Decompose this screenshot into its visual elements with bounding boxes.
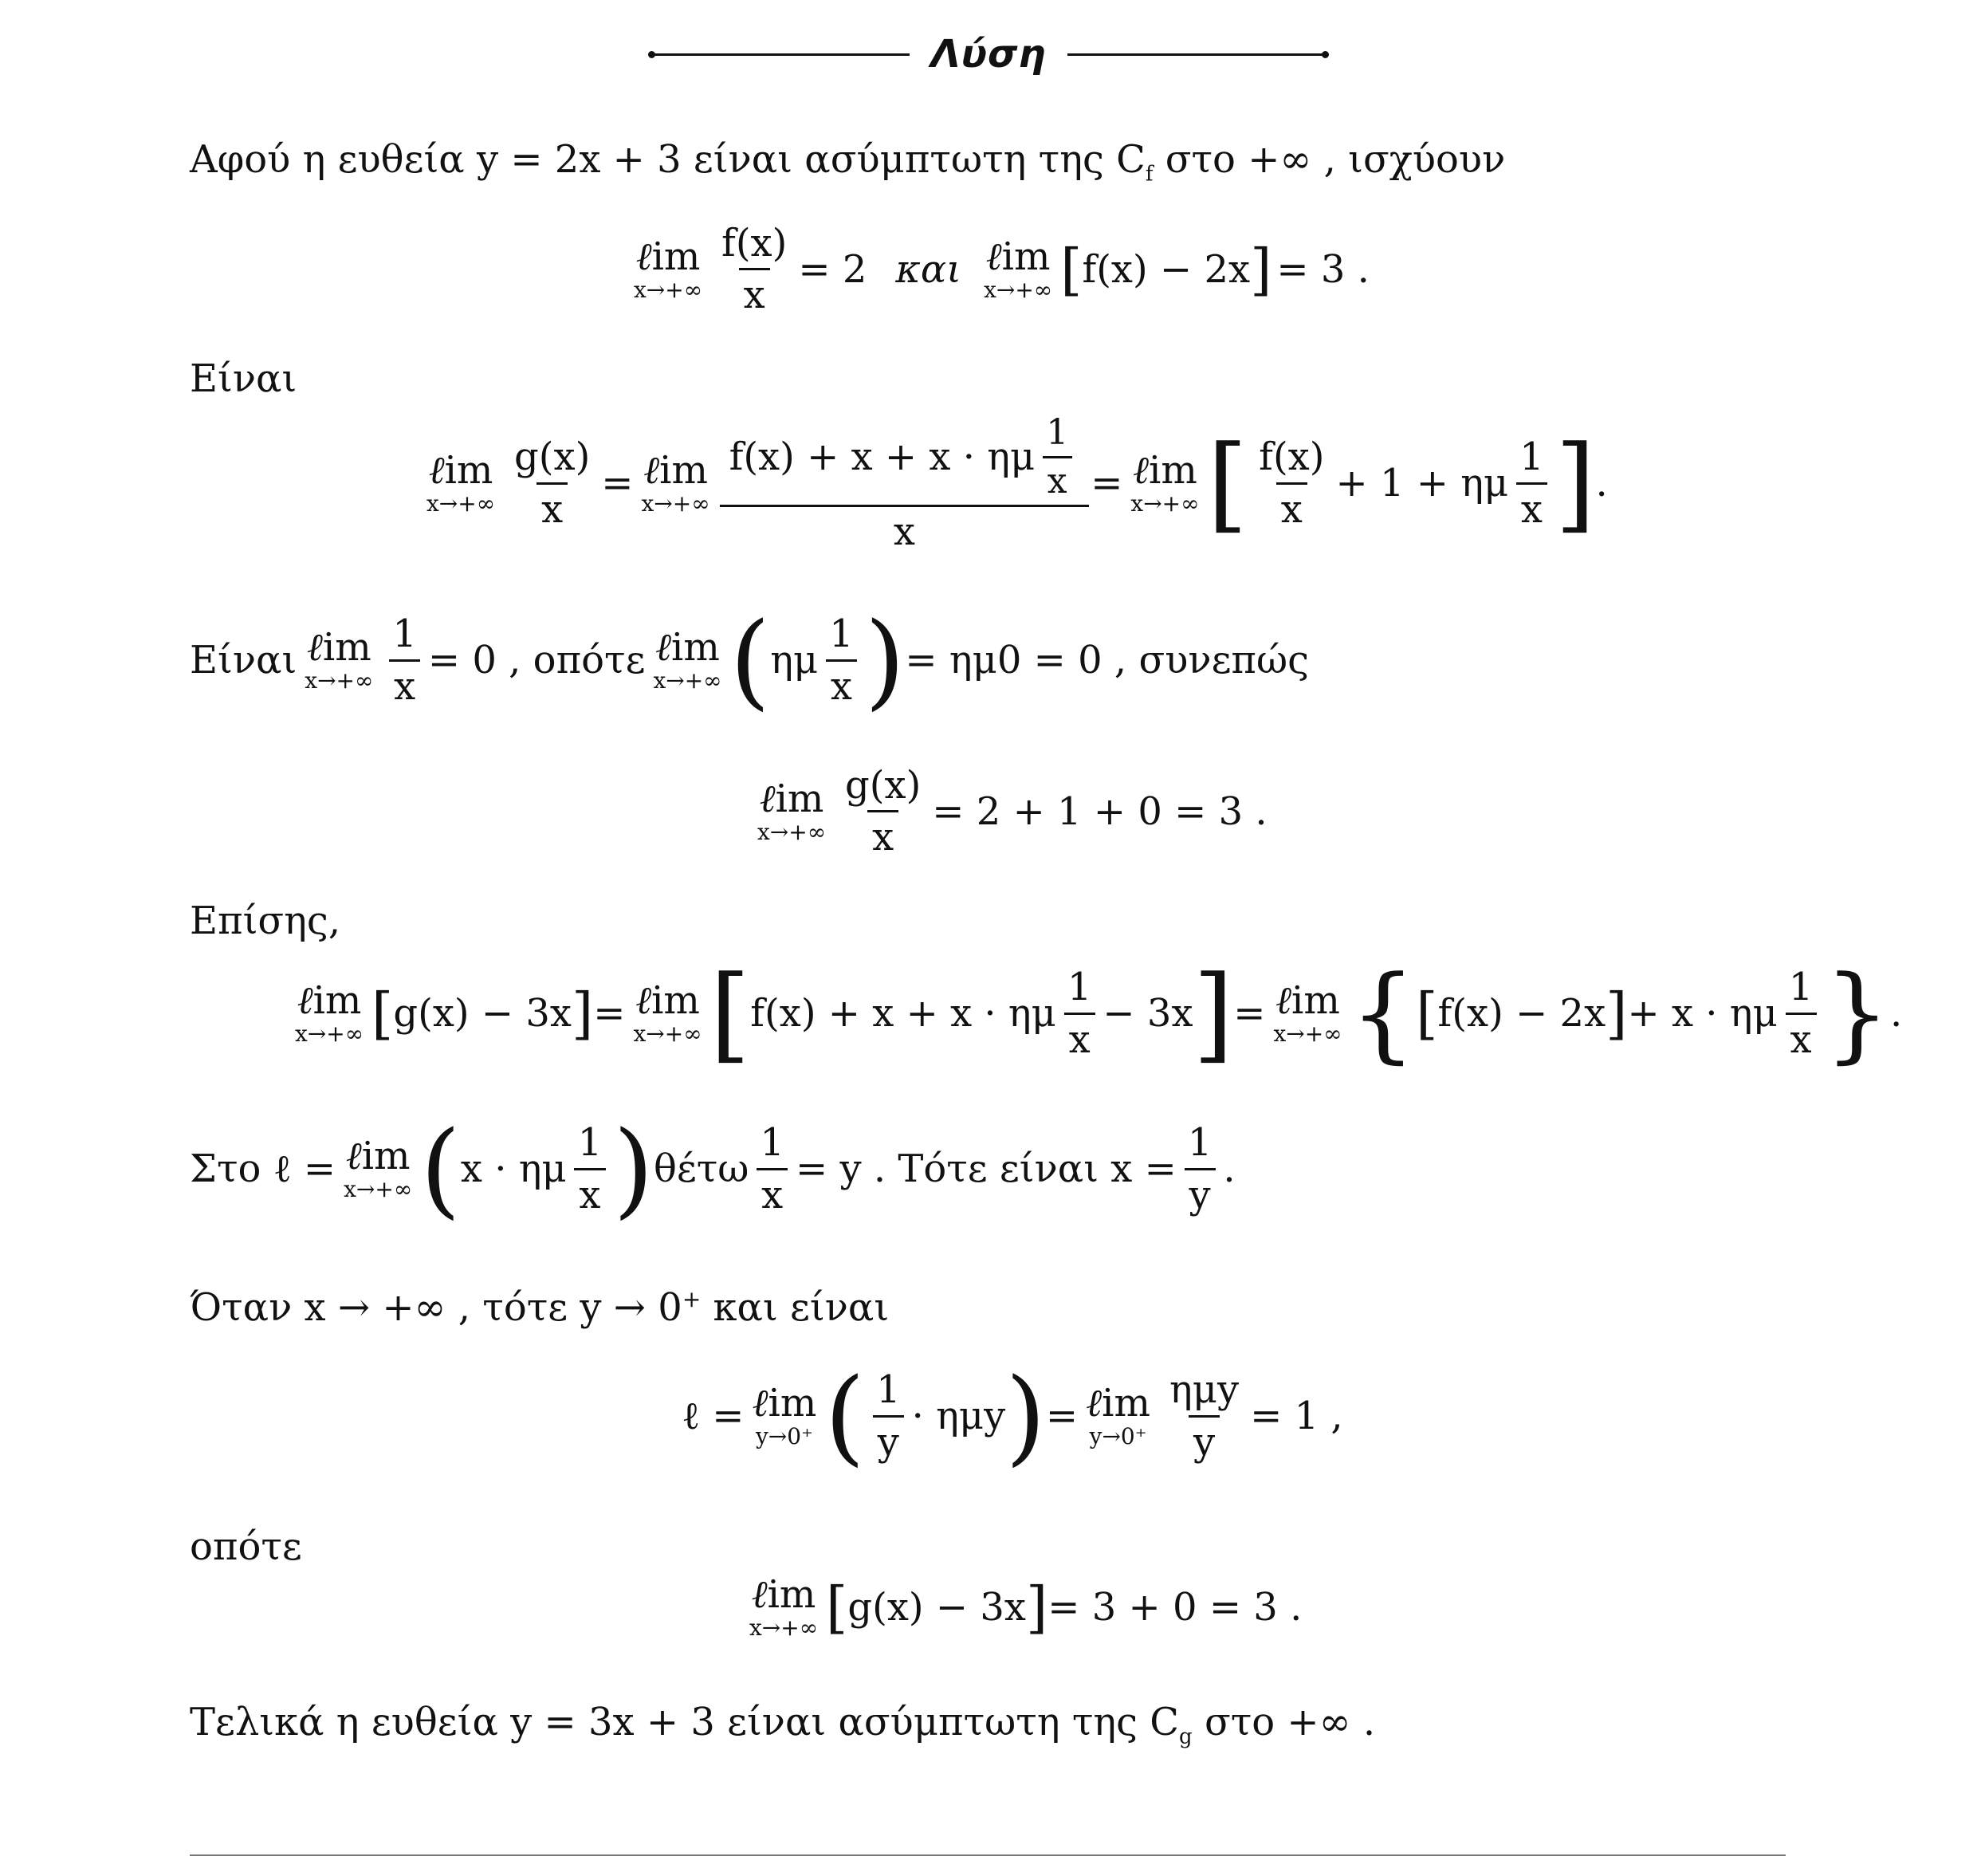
text-episis: Επίσης,	[190, 899, 341, 943]
solution-heading	[0, 32, 1977, 77]
equation-g-over-x: ℓim x→+∞ $\frac{g(x)}{x}$ = ℓim x→+∞ f(x) + x + x · ημ $\frac{1}{x}$ x = ℓim x→+∞ [ $\frac{f(x)}{x}$ + 1 + ημ $\frac{1}{x}$ ] .	[426, 412, 1608, 555]
equation-asymptote-limits: ℓim x→+∞ $\frac{f(x)}{x}$ = 2 και ℓim x→+∞ [ f(x) − 2x ] = 3 .	[634, 221, 1370, 318]
text-einai-1: Είναι	[190, 356, 297, 401]
equation-ell: ℓ = ℓim y→0⁺ ( $\frac{1}{y}$ · ημy ) = ℓim y→0⁺ $\frac{\text{ημy}}{y}$ = 1 ,	[682, 1355, 1343, 1477]
line-substitution: Στο ℓ = ℓim x→+∞ ( x · ημ $\frac{1}{x}$ ) θέτω $\frac{1}{x}$ = y . Τότε είναι x = $\frac{1}{y}$ .	[190, 1108, 1236, 1229]
heading-rule-right	[1067, 53, 1327, 56]
text-opote: οπότε	[190, 1524, 302, 1569]
conclusion-line: Τελικά η ευθεία y = 3x + 3 είναι ασύμπτωτη της $C_g$ στο +∞ .	[190, 1700, 1376, 1749]
equation-final-limit: ℓim x→+∞ [ g(x) − 3x ] = 3 + 0 = 3 .	[749, 1572, 1303, 1641]
heading-rule-left	[650, 53, 910, 56]
line-otan: Όταν x → +∞ , τότε y → 0+ και είναι	[190, 1285, 890, 1330]
heading-title: Λύση	[930, 32, 1047, 77]
intro-line: Αφού η ευθεία y = 2x + 3 είναι ασύμπτωτη της $C_f$ στο +∞ , ισχύουν	[190, 137, 1506, 187]
equation-g-over-x-result: ℓim x→+∞ $\frac{g(x)}{x}$ = 2 + 1 + 0 = 3 .	[757, 763, 1268, 860]
equation-g-minus-3x: ℓim x→+∞ [ g(x) − 3x ] = ℓim x→+∞ [ f(x) + x + x · ημ $\frac{1}{x}$ − 3x ] = ℓim x→+∞ { [ f(x) − 2x ] + x · ημ $\frac{1}{x}$ } .	[295, 953, 1903, 1074]
footer-rule	[190, 1854, 1786, 1856]
line-limit-hm: Είναι ℓim x→+∞ $\frac{1}{x}$ = 0 , οπότε ℓim x→+∞ ( ημ $\frac{1}{x}$ ) = ημ0 = 0 , συνεπώς	[190, 600, 1309, 721]
